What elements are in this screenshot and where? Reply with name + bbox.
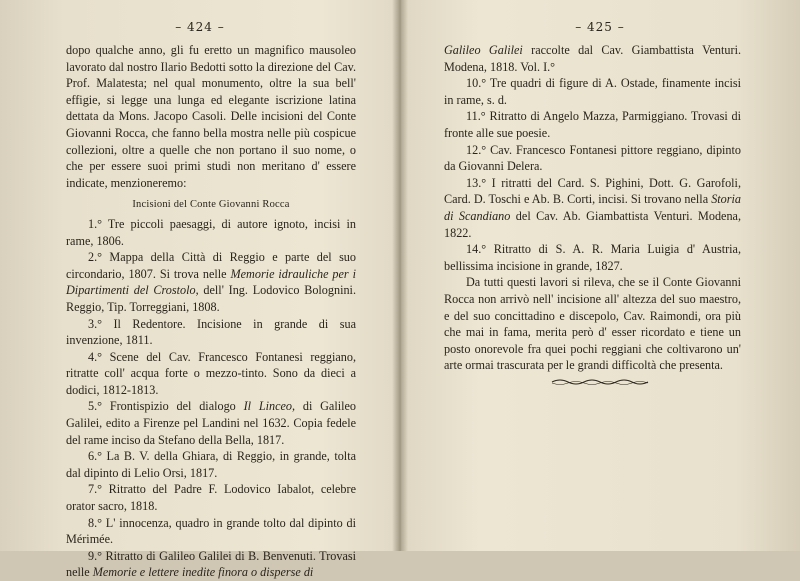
list-item: 10.° Tre quadri di figure di A. Ostade, finamente incisi in rame, s. d. bbox=[444, 76, 741, 107]
list-item: 1.° Tre piccoli paesaggi, di autore ignoto, incisi in rame, 1806. bbox=[66, 216, 356, 248]
decorative-rule-icon bbox=[550, 376, 650, 388]
list-item: 12.° Cav. Francesco Fontanesi pittore reggiano, dipinto da Giovanni Delera. bbox=[444, 142, 741, 174]
closing-paragraph: Da tutti questi lavori si rileva, che se il Conte Giovanni Rocca non arrivò nell' incisione all' altezza del suo maestro, e del suo concittadino e discepolo, Cav. Raimondi, ora più che mai in fama, merita però d' esser ricordato e tiene un posto onorevole fra quei pochi reggiani che coltivarono un' arte ormai trascurata per le grandi difficoltà che presenta. bbox=[444, 275, 741, 373]
list-item: 8.° L' innocenza, quadro in grande tolto dal dipinto di Mérimée. bbox=[66, 515, 356, 547]
list-item: 9.° Ritratto di Galileo Galilei di B. Benvenuti. Trovasi nelle Memorie e lettere inedite finora o disperse di bbox=[66, 548, 356, 580]
book-gutter bbox=[392, 0, 408, 551]
left-page bbox=[0, 0, 400, 580]
list-item: 4.° Scene del Cav. Francesco Fontanesi reggiano, ritratte coll' acqua forte o mezzo-tinto. Sono da dieci a dodici, 1812-1813. bbox=[66, 349, 356, 397]
list-item-continuation: Galileo Galilei raccolte dal Cav. Giambattista Venturi. Modena, 1818. Vol. I.° bbox=[444, 43, 742, 74]
list-item: 14.° Ritratto di S. A. R. Maria Luigia d' Austria, bellissima incisione in grande, 1827. bbox=[444, 242, 741, 273]
list-item: 13.° I ritratti del Card. S. Pighini, Dott. G. Garofoli, Card. D. Toschi e Ab. B. Corti, incisi. Si trovano nella Storia di Scandiano del Cav. Ab. Giambattista Venturi. Modena, 1822. bbox=[444, 175, 741, 240]
left-page-number: – 424 – bbox=[175, 20, 225, 34]
intro-paragraph: dopo qualche anno, gli fu eretto un magnifico mausoleo lavorato dal nostro Ilario Bedotti sotto la direzione del Cav. Prof. Malatesta; nel qual monumento, oltre la sua bell' effigie, si legge una lunga ed elegante iscrizione latina dettata da Mons. Jacopo Casoli. Delle incisioni del Conte Giovanni Rocca, che fanno bella mostra nelle più cospicue collezioni, oltre a quelle che non portano il suo nome, o che per essere suoi primi studi non meritano d' essere indicate, menzioneremo: bbox=[66, 43, 356, 190]
right-page-number: – 425 – bbox=[575, 20, 625, 34]
section-heading: Incisioni del Conte Giovanni Rocca bbox=[132, 199, 290, 211]
list-item: 11.° Ritratto di Angelo Mazza, Parmiggiano. Trovasi di fronte alle sue poesie. bbox=[444, 109, 741, 140]
list-item: 5.° Frontispizio del dialogo Il Linceo, di Galileo Galilei, edito a Firenze pel Landini nel 1632. Copia fedele del rame inciso da Stefano della Bella, 1817. bbox=[66, 399, 356, 447]
list-item: 7.° Ritratto del Padre F. Lodovico Iabalot, celebre orator sacro, 1818. bbox=[66, 482, 356, 514]
right-page-text bbox=[444, 42, 741, 374]
list-item: 2.° Mappa della Città di Reggio e parte del suo circondario, 1807. Si trova nelle Memorie idrauliche per i Dipartimenti del Crostolo, dell' Ing. Lodovico Bolognini. Reggio, Tip. Torreggiani, 1808. bbox=[66, 250, 356, 314]
left-page-text bbox=[66, 42, 356, 581]
right-page bbox=[400, 0, 800, 551]
list-item: 6.° La B. V. della Ghiara, di Reggio, in grande, tolta dal dipinto di Lelio Orsi, 1817. bbox=[66, 449, 356, 480]
list-item: 3.° Il Redentore. Incisione in grande di sua invenzione, 1811. bbox=[66, 316, 356, 348]
